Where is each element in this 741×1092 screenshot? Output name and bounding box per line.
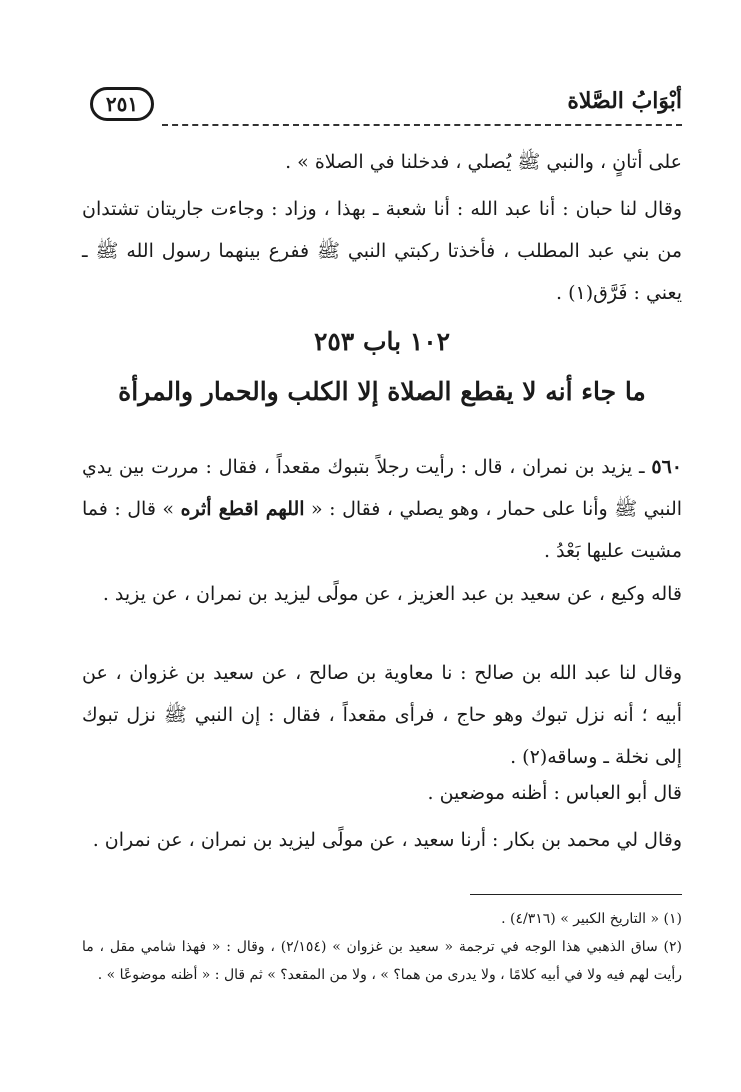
paragraph-text: وقال لنا حبان : أنا عبد الله : أنا شعبة ـ بهذا ، وزاد : وجاءت جاريتان تشتدان من بني عبد المطلب ، فأخذتا ركبتي النبي ﷺ ففرع بينهما رسول الله ﷺ ـ يعني : فَرَّق(١) . bbox=[82, 198, 682, 304]
footnote-divider bbox=[470, 894, 682, 895]
hadith-dua: اللهم اقطع أثره bbox=[180, 498, 305, 520]
paragraph-text: قاله وكيع ، عن سعيد بن عبد العزيز ، عن مولًى ليزيد بن نمران ، عن يزيد . bbox=[102, 583, 682, 605]
paragraph-hibban bbox=[82, 188, 682, 314]
header-divider bbox=[162, 124, 682, 126]
paragraph-abdullah bbox=[82, 652, 682, 778]
running-title: أبْوَابُ الصَّلاة bbox=[567, 88, 682, 114]
paragraph-intro bbox=[82, 141, 682, 183]
hadith-text-part: » قال : فما مشيت عليها بَعْدُ . bbox=[82, 498, 682, 562]
paragraph-text: قال أبو العباس : أظنه موضعين . bbox=[427, 782, 682, 804]
paragraph-bakkar bbox=[82, 819, 682, 861]
hadith-560 bbox=[82, 446, 682, 572]
chapter-title: ما جاء أنه لا يقطع الصلاة إلا الكلب والحمار والمرأة bbox=[118, 377, 646, 406]
page-number-badge: ٢٥١ bbox=[90, 87, 154, 121]
footnote-2: (٢) ساق الذهبي هذا الوجه في ترجمة « سعيد بن غزوان » (٢/١٥٤) ، وقال : « فهذا شامي مقل ، ما رأيت لهم فيه ولا في أبيه كلامًا ، ولا يدرى من هما؟ » ، ولا من المقعد؟ » ثم قال : « أظنه موضوعًا » . bbox=[82, 939, 682, 983]
paragraph-text: وقال لنا عبد الله بن صالح : نا معاوية بن صالح ، عن سعيد بن غزوان ، عن أبيه ؛ أنه نزل تبوك وهو حاج ، فرأى مقعداً ، فقال : إن النبي ﷺ نزل تبوك إلى نخلة ـ وساقه(٢) . bbox=[82, 662, 682, 768]
hadith-number: ٥٦٠ bbox=[651, 456, 682, 478]
paragraph-text: وقال لي محمد بن بكار : أرنا سعيد ، عن مولًى ليزيد بن نمران ، عن نمران . bbox=[92, 829, 682, 851]
paragraph-abu-abbas bbox=[82, 772, 682, 814]
hadith-text-part: ـ يزيد بن نمران ، قال : رأيت رجلاً بتبوك مقعداً ، فقال : مررت بين يدي النبي ﷺ وأنا على حمار ، وهو يصلي ، فقال : « bbox=[82, 456, 683, 520]
footnote-1: (١) « التاريخ الكبير » (٤/٣١٦) . bbox=[501, 911, 682, 927]
page-header bbox=[82, 84, 682, 134]
paragraph-wakee bbox=[82, 573, 682, 615]
chapter-number: ١٠٢ باب ٢٥٣ bbox=[313, 327, 451, 356]
paragraph-text: على أتانٍ ، والنبي ﷺ يُصلي ، فدخلنا في الصلاة » . bbox=[285, 151, 682, 173]
hadith-text bbox=[82, 446, 682, 572]
footnotes bbox=[82, 905, 682, 989]
